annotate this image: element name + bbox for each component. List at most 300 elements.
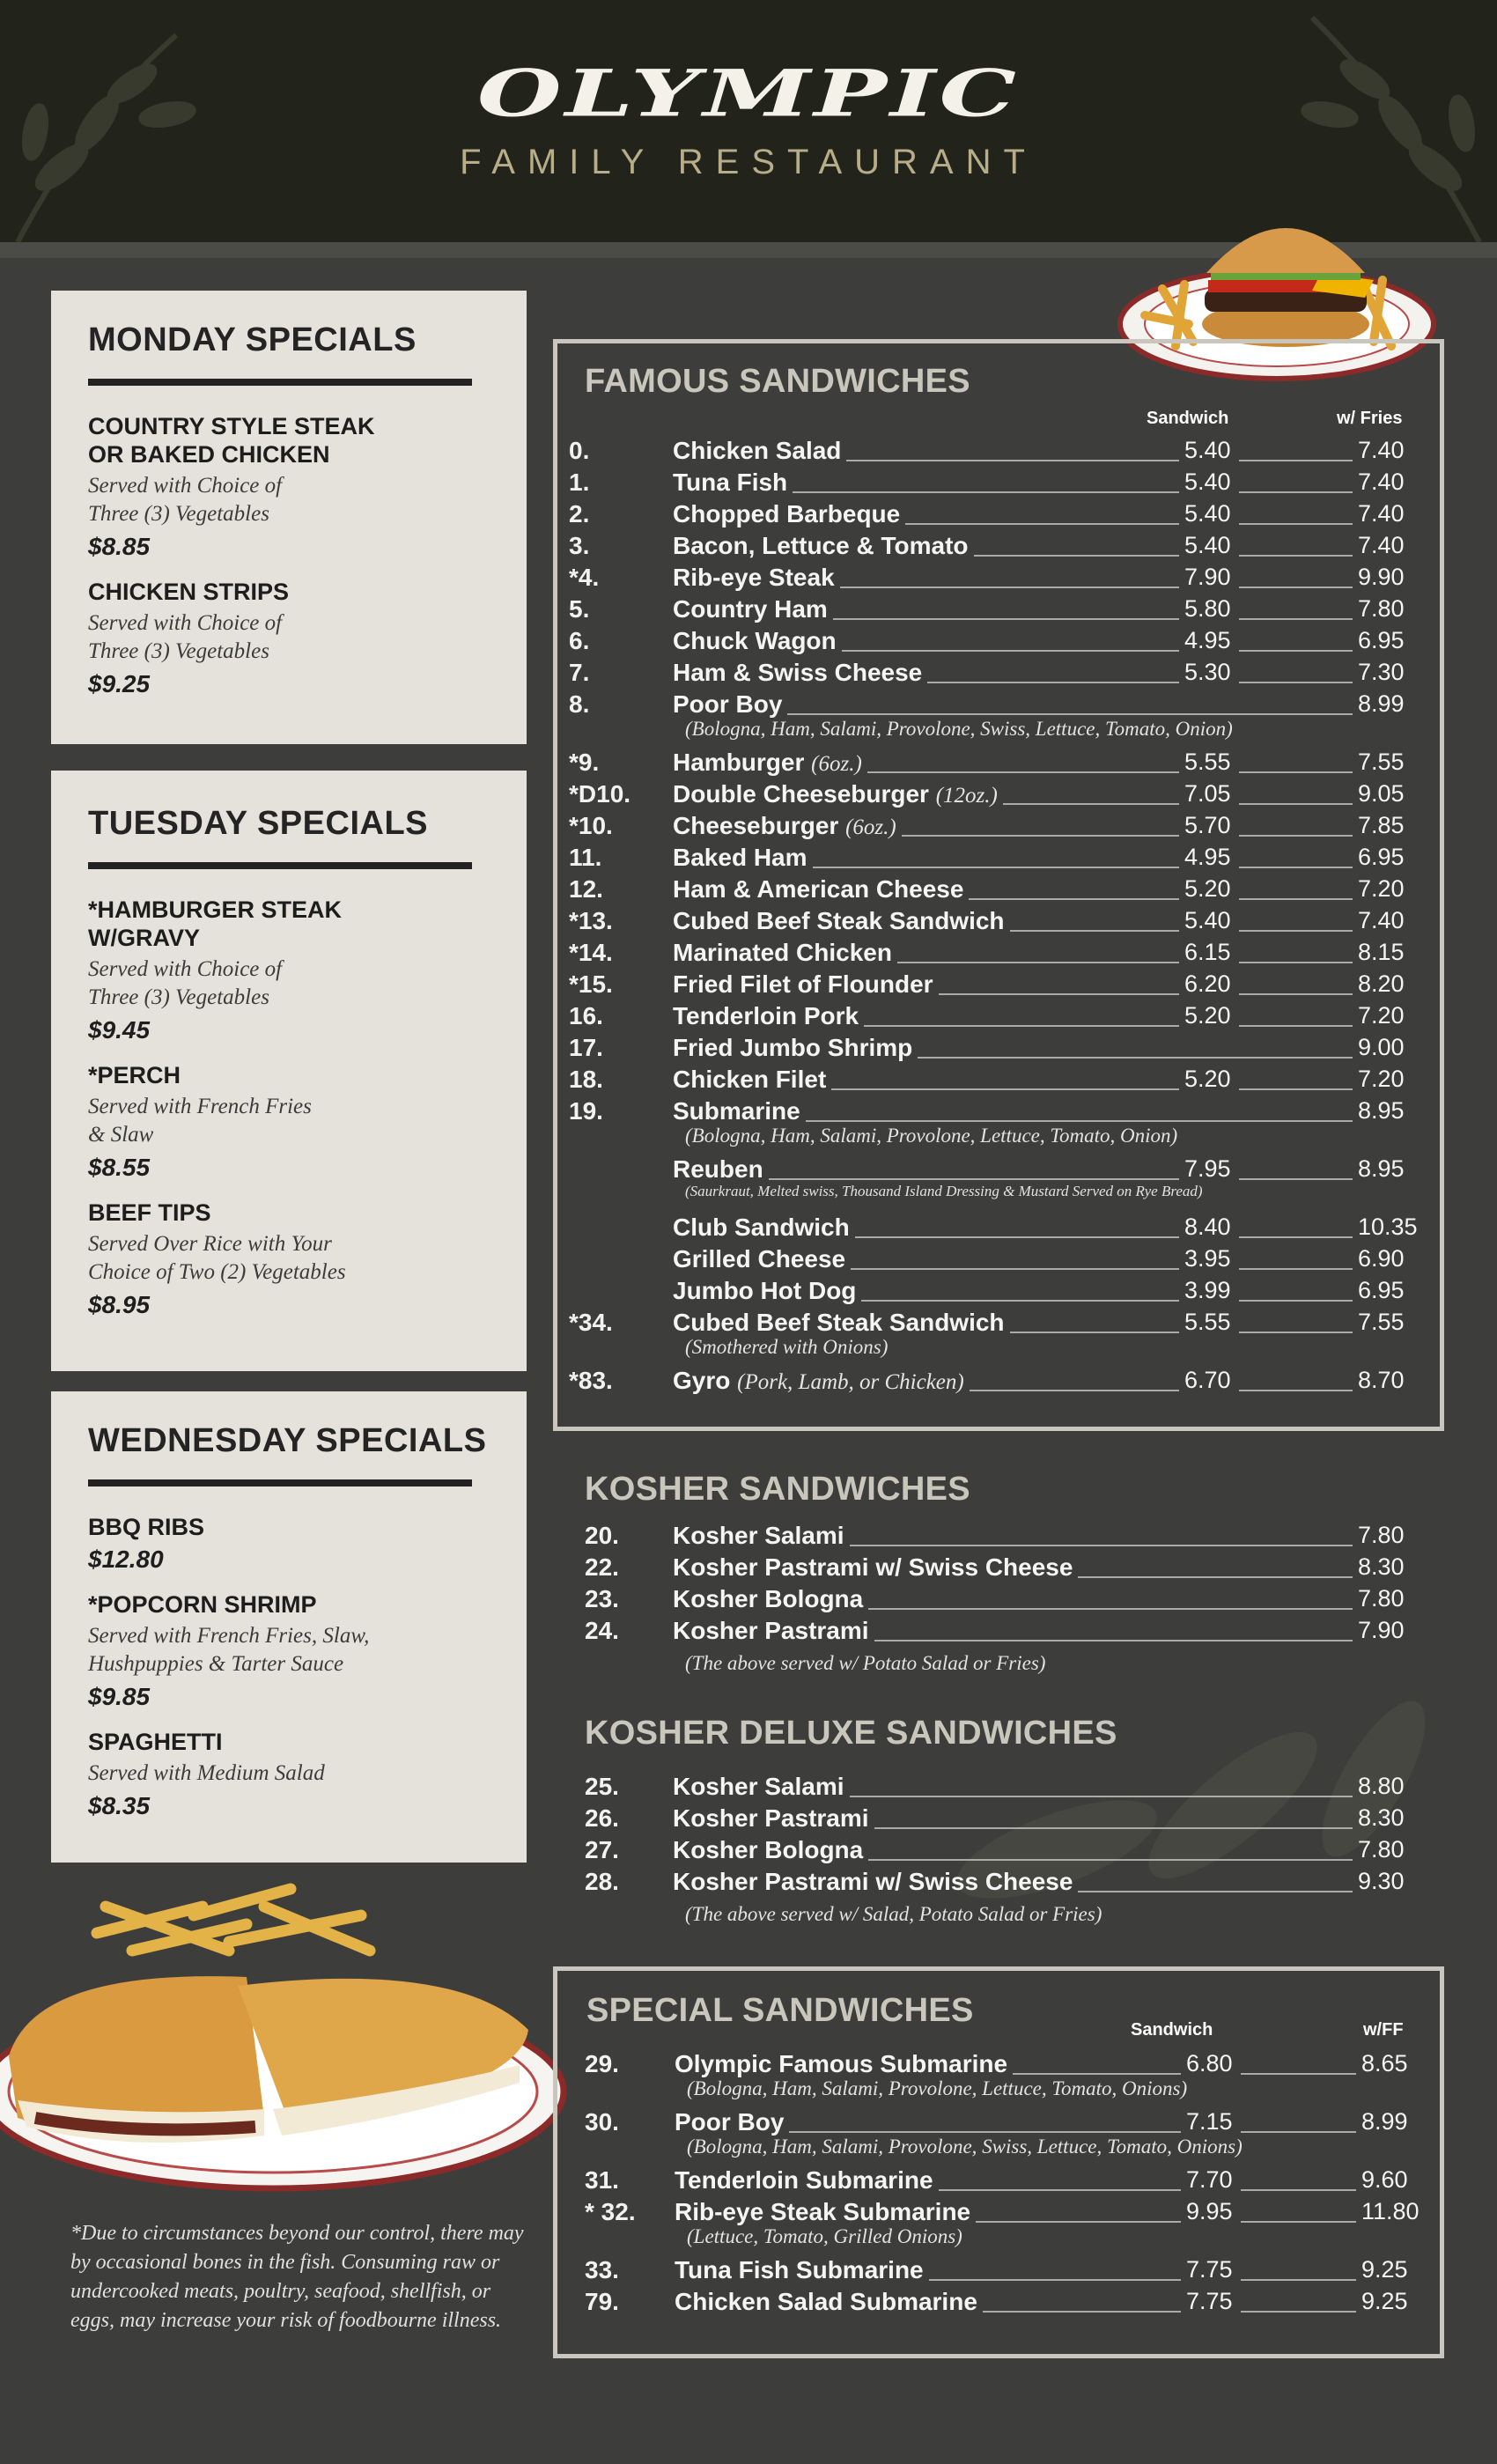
- item-name: [673, 1553, 1073, 1582]
- item-name: [675, 2050, 1007, 2078]
- with-ff-price: 11.80: [1361, 2198, 1420, 2224]
- dot-leader: [1239, 523, 1353, 525]
- menu-row: [0, 627, 1497, 659]
- item-name-text: Kosher Salami: [673, 1773, 844, 1800]
- dot-leader: [1241, 2189, 1356, 2191]
- item-number: 2.: [569, 500, 590, 527]
- item-ingredients-note: (Bologna, Ham, Salami, Provolone, Lettuce, Tomato, Onions): [687, 2077, 1188, 2099]
- dot-leader: [939, 2189, 1181, 2191]
- special-item-name: CHICKEN STRIPS: [88, 578, 290, 605]
- sandwich-column-header: Sandwich: [1147, 409, 1229, 428]
- item-name-text: Club Sandwich: [673, 1214, 850, 1241]
- menu-row: [0, 1522, 1497, 1553]
- item-name: [673, 595, 828, 623]
- item-number: *D10.: [569, 780, 631, 808]
- menu-row: [0, 1214, 1497, 1245]
- item-name: [673, 500, 900, 528]
- with-ff-column-header: w/FF: [1363, 2020, 1404, 2040]
- sandwich-price: 7.70: [1186, 2166, 1233, 2193]
- menu-row: [0, 1367, 1497, 1398]
- item-name: [673, 844, 807, 872]
- menu-row: [0, 780, 1497, 812]
- dot-leader: [974, 555, 1179, 557]
- sandwich-price: 6.80: [1186, 2050, 1233, 2077]
- item-number: 25.: [585, 1773, 619, 1800]
- item-name: [673, 1522, 844, 1550]
- item-name-text: Kosher Bologna: [673, 1836, 864, 1863]
- dot-leader: [1241, 2131, 1356, 2133]
- item-name: [673, 1773, 844, 1801]
- with-ff-price: 9.25: [1361, 2288, 1408, 2314]
- item-name: [673, 1002, 859, 1030]
- dot-leader: [1003, 803, 1179, 805]
- item-number: 27.: [585, 1836, 619, 1863]
- with-fries-price: 7.40: [1358, 532, 1405, 558]
- restaurant-logo: OLYMPIC: [476, 55, 1021, 131]
- menu-row: [0, 1245, 1497, 1277]
- item-size: (6oz.): [811, 752, 862, 776]
- item-name-text: Fried Jumbo Shrimp: [673, 1034, 913, 1061]
- dot-leader: [851, 1268, 1179, 1270]
- item-name-text: Tuna Fish: [673, 468, 788, 496]
- dot-leader: [929, 2279, 1181, 2281]
- item-name-text: Country Ham: [673, 595, 828, 623]
- item-name-text: Ham & American Cheese: [673, 875, 964, 903]
- price: 8.30: [1358, 1804, 1405, 1831]
- special-item-price: $8.55: [88, 1153, 151, 1181]
- dot-leader: [1241, 2221, 1356, 2223]
- menu-row: [0, 1585, 1497, 1617]
- menu-row: [0, 1553, 1497, 1585]
- with-fries-price: 9.05: [1358, 780, 1405, 807]
- with-fries-price: 7.55: [1358, 1309, 1405, 1335]
- item-number: 11.: [569, 844, 602, 871]
- sandwich-price: 5.55: [1184, 749, 1231, 775]
- item-name-text: Tenderloin Pork: [673, 1002, 859, 1029]
- item-name: [673, 970, 933, 999]
- dot-leader: [1078, 1576, 1353, 1578]
- dot-leader: [1241, 2073, 1356, 2075]
- dot-leader: [868, 1608, 1353, 1610]
- dot-leader: [868, 1859, 1353, 1861]
- famous-sandwiches-title: FAMOUS SANDWICHES: [585, 363, 970, 400]
- kosher-note: (The above served w/ Potato Salad or Fries): [685, 1652, 1046, 1674]
- special-item-description: Served with French Fries & Slaw: [88, 1094, 312, 1147]
- item-name-text: Marinated Chicken: [673, 939, 892, 966]
- item-number: 17.: [569, 1034, 603, 1061]
- item-ingredients-note: (Bologna, Ham, Salami, Provolone, Swiss, Lettuce, Tomato, Onion): [685, 718, 1233, 740]
- title-underline: [88, 379, 472, 386]
- menu-row: [0, 970, 1497, 1002]
- special-item-name: *POPCORN SHRIMP: [88, 1590, 317, 1618]
- sandwich-price: 4.95: [1184, 627, 1231, 653]
- sandwich-price: 5.20: [1184, 1002, 1231, 1029]
- with-fries-price: 7.20: [1358, 1066, 1405, 1092]
- dot-leader: [1239, 1088, 1353, 1090]
- item-number: 1.: [569, 468, 590, 496]
- menu-row: [0, 500, 1497, 532]
- with-fries-price: 7.20: [1358, 875, 1405, 902]
- menu-row: [0, 1773, 1497, 1804]
- item-name-text: Tenderloin Submarine: [675, 2166, 933, 2194]
- with-fries-price: 7.40: [1358, 907, 1405, 933]
- dot-leader: [905, 523, 1179, 525]
- sandwich-price: 5.80: [1184, 595, 1231, 622]
- dot-leader: [1078, 1891, 1353, 1892]
- sandwich-price: 5.55: [1184, 1309, 1231, 1335]
- item-name-text: Tuna Fish Submarine: [675, 2256, 924, 2283]
- with-fries-price: 7.55: [1358, 749, 1405, 775]
- sandwich-price: 5.40: [1184, 468, 1231, 495]
- item-number: *4.: [569, 564, 600, 591]
- with-fries-price: 7.40: [1358, 468, 1405, 495]
- dot-leader: [1239, 491, 1353, 493]
- special-sandwiches-title: SPECIAL SANDWICHES: [586, 1992, 974, 2029]
- item-name: [673, 1804, 869, 1833]
- item-name: [675, 2198, 970, 2226]
- dot-leader: [846, 460, 1179, 461]
- menu-row: [0, 1836, 1497, 1868]
- dot-leader: [1241, 2311, 1356, 2313]
- item-name: [673, 1585, 863, 1613]
- special-item-price: $9.25: [88, 669, 151, 697]
- dot-leader: [927, 682, 1179, 683]
- dot-leader: [1239, 1178, 1353, 1180]
- price: 7.80: [1358, 1522, 1405, 1548]
- sandwich-price: 9.95: [1186, 2198, 1233, 2224]
- item-number: *34.: [569, 1309, 613, 1336]
- item-number: 0.: [569, 437, 590, 464]
- item-name: [673, 1155, 763, 1184]
- item-name-text: Fried Filet of Flounder: [673, 970, 933, 998]
- sandwich-price: 6.15: [1184, 939, 1231, 965]
- price: 8.80: [1358, 1773, 1405, 1799]
- price: 9.30: [1358, 1868, 1405, 1894]
- item-number: 18.: [569, 1066, 603, 1093]
- item-name-text: Chopped Barbeque: [673, 500, 901, 527]
- item-number: * 32.: [585, 2198, 636, 2225]
- item-name: [673, 1214, 850, 1242]
- sandwich-price: 3.99: [1184, 1277, 1231, 1303]
- sandwich-price: 7.15: [1186, 2108, 1233, 2135]
- special-item-description: Served with Choice of Three (3) Vegetables: [88, 956, 283, 1009]
- sub-sandwich-plate-photo: [0, 1854, 581, 2206]
- item-name-text: Double Cheeseburger: [673, 780, 929, 808]
- food-safety-disclaimer: *Due to circumstances beyond our control, there may by occasional bones in the fish. Consuming raw or undercooked meats, poultry, seafood, shellfish, or eggs, may increase your risk of foodbourne illness.: [70, 2222, 524, 2332]
- menu-row: [0, 564, 1497, 595]
- menu-row: [0, 812, 1497, 844]
- item-name: [675, 2166, 933, 2195]
- item-number: 31.: [585, 2166, 619, 2194]
- item-number: 30.: [585, 2108, 619, 2136]
- item-name-text: Kosher Bologna: [673, 1585, 864, 1612]
- item-ingredients-note: (Bologna, Ham, Salami, Provolone, Lettuce, Tomato, Onion): [685, 1125, 1178, 1147]
- monday-specials-title: MONDAY SPECIALS: [88, 321, 417, 358]
- dot-leader: [874, 1827, 1353, 1829]
- item-name: [673, 564, 835, 592]
- sandwich-price: 5.40: [1184, 500, 1231, 527]
- dot-leader: [789, 2131, 1181, 2133]
- special-item-price: $12.80: [88, 1545, 164, 1573]
- menu-row: [0, 907, 1497, 939]
- dot-leader: [855, 1236, 1179, 1238]
- special-item-description: Served with Choice of Three (3) Vegetables: [88, 473, 283, 526]
- special-item-name: *PERCH: [88, 1061, 181, 1088]
- item-name-text: Gyro: [673, 1367, 731, 1394]
- with-fries-price: 8.15: [1358, 939, 1405, 965]
- dot-leader: [1239, 1332, 1353, 1333]
- item-number: 28.: [585, 1868, 619, 1895]
- menu-row: [0, 844, 1497, 875]
- sandwich-price: 6.20: [1184, 970, 1231, 997]
- item-name: [673, 1367, 964, 1395]
- dot-leader: [806, 1120, 1353, 1122]
- dot-leader: [1239, 962, 1353, 963]
- dot-leader: [1239, 930, 1353, 932]
- dot-leader: [1239, 618, 1353, 620]
- dot-leader: [840, 586, 1179, 588]
- menu-row: [0, 875, 1497, 907]
- dot-leader: [1239, 1390, 1353, 1391]
- dot-leader: [813, 867, 1179, 868]
- special-item-name: *HAMBURGER STEAK W/GRAVY: [88, 896, 343, 951]
- special-item-price: $8.85: [88, 532, 151, 560]
- menu-row: [0, 437, 1497, 468]
- special-item-description: Served Over Rice with Your Choice of Two (2) Vegetables: [88, 1231, 346, 1284]
- item-number: *83.: [569, 1367, 613, 1394]
- dot-leader: [983, 2311, 1181, 2313]
- item-name: [673, 1309, 1005, 1337]
- with-ff-price: 9.60: [1361, 2166, 1408, 2193]
- kosher-deluxe-title: KOSHER DELUXE SANDWICHES: [585, 1715, 1117, 1752]
- menu-row: [0, 1277, 1497, 1309]
- item-name: [675, 2108, 784, 2136]
- dot-leader: [793, 491, 1179, 493]
- item-name: [673, 1097, 800, 1125]
- item-number: *9.: [569, 749, 600, 776]
- item-name: [673, 1836, 863, 1864]
- item-name-text: Poor Boy: [673, 690, 783, 718]
- item-name-text: Rib-eye Steak: [673, 564, 835, 591]
- item-name-text: Olympic Famous Submarine: [675, 2050, 1008, 2077]
- dot-leader: [1239, 1300, 1353, 1302]
- sandwich-price: 7.95: [1184, 1155, 1231, 1182]
- item-number: 8.: [569, 690, 590, 718]
- item-number: 22.: [585, 1553, 619, 1581]
- dot-leader: [1013, 2073, 1181, 2075]
- item-number: 24.: [585, 1617, 619, 1644]
- dot-leader: [1239, 1268, 1353, 1270]
- dot-leader: [833, 618, 1179, 620]
- sandwich-price: 5.70: [1184, 812, 1231, 838]
- item-name: [673, 1868, 1073, 1896]
- item-ingredients-note: (Bologna, Ham, Salami, Provolone, Swiss, Lettuce, Tomato, Onions): [687, 2136, 1243, 2158]
- item-ingredients-note: (Lettuce, Tomato, Grilled Onions): [687, 2225, 962, 2247]
- item-name: [673, 939, 892, 967]
- item-name-text: Kosher Pastrami w/ Swiss Cheese: [673, 1868, 1073, 1895]
- with-fries-price: 8.95: [1358, 1097, 1405, 1124]
- dot-leader: [1239, 682, 1353, 683]
- item-name: [673, 749, 862, 777]
- sandwich-price: 3.95: [1184, 1245, 1231, 1272]
- item-name-text: Bacon, Lettuce & Tomato: [673, 532, 969, 559]
- sandwich-price: 4.95: [1184, 844, 1231, 870]
- item-ingredients-note: (Saurkraut, Melted swiss, Thousand Island Dressing & Mustard Served on Rye Bread): [685, 1183, 1203, 1199]
- item-name: [675, 2256, 924, 2284]
- dot-leader: [850, 1796, 1353, 1797]
- special-item-price: $8.95: [88, 1290, 151, 1318]
- item-name-text: Submarine: [673, 1097, 800, 1125]
- with-fries-price: 7.30: [1358, 659, 1405, 685]
- item-number: 26.: [585, 1804, 619, 1832]
- dot-leader: [1241, 2279, 1356, 2281]
- dot-leader: [1239, 650, 1353, 652]
- with-ff-price: 8.99: [1361, 2108, 1408, 2135]
- dot-leader: [1239, 898, 1353, 900]
- dot-leader: [1010, 1332, 1179, 1333]
- item-number: 6.: [569, 627, 590, 654]
- sandwich-column-header: Sandwich: [1131, 2020, 1213, 2040]
- with-fries-price: 6.95: [1358, 627, 1405, 653]
- item-number: *14.: [569, 939, 613, 966]
- item-number: 19.: [569, 1097, 603, 1125]
- dot-leader: [842, 650, 1179, 652]
- item-name: [673, 1617, 869, 1645]
- item-name: [673, 907, 1005, 935]
- dot-leader: [976, 2221, 1181, 2223]
- item-name-text: Chuck Wagon: [673, 627, 837, 654]
- special-item-description: Served with Medium Salad: [88, 1760, 325, 1785]
- dot-leader: [1239, 993, 1353, 995]
- item-name-text: Rib-eye Steak Submarine: [675, 2198, 971, 2225]
- dot-leader: [850, 1545, 1353, 1546]
- dot-leader: [897, 962, 1179, 963]
- with-fries-price: 6.95: [1358, 844, 1405, 870]
- item-name-text: Chicken Salad Submarine: [675, 2288, 977, 2315]
- with-fries-price: 6.95: [1358, 1277, 1405, 1303]
- with-ff-price: 8.65: [1361, 2050, 1408, 2077]
- tuesday-specials-title: TUESDAY SPECIALS: [88, 805, 428, 842]
- sandwich-price: 7.75: [1186, 2256, 1233, 2283]
- dot-leader: [970, 1390, 1179, 1391]
- with-fries-price: 9.00: [1358, 1034, 1405, 1060]
- with-fries-price: 8.20: [1358, 970, 1405, 997]
- item-name-text: Poor Boy: [675, 2108, 785, 2136]
- item-number: 20.: [585, 1522, 619, 1549]
- price: 7.80: [1358, 1836, 1405, 1863]
- item-name-text: Hamburger: [673, 749, 805, 776]
- special-item-name: BBQ RIBS: [88, 1513, 205, 1540]
- menu-row: [0, 1617, 1497, 1649]
- item-number: 12.: [569, 875, 603, 903]
- title-underline: [88, 1479, 472, 1487]
- sandwich-price: 5.40: [1184, 907, 1231, 933]
- dot-leader: [1010, 930, 1179, 932]
- item-number: 16.: [569, 1002, 603, 1029]
- dot-leader: [867, 771, 1179, 773]
- menu-row: [0, 468, 1497, 500]
- item-name: [673, 690, 782, 719]
- item-name-text: Kosher Pastrami w/ Swiss Cheese: [673, 1553, 1073, 1581]
- item-name: [673, 532, 969, 560]
- dot-leader: [939, 993, 1179, 995]
- dot-leader: [1239, 1236, 1353, 1238]
- menu-row: [0, 1002, 1497, 1034]
- item-name: [673, 1034, 912, 1062]
- kosher-deluxe-note: (The above served w/ Salad, Potato Salad or Fries): [685, 1903, 1102, 1925]
- item-name-text: Chicken Filet: [673, 1066, 827, 1093]
- menu-row: [0, 939, 1497, 970]
- menu-row: [0, 595, 1497, 627]
- with-fries-price: 8.70: [1358, 1367, 1405, 1393]
- menu-row: [0, 1066, 1497, 1097]
- item-size: (6oz.): [845, 815, 896, 839]
- menu-row: [0, 2166, 1497, 2198]
- sandwich-price: 5.40: [1184, 437, 1231, 463]
- item-number: 79.: [585, 2288, 619, 2315]
- dot-leader: [831, 1088, 1179, 1090]
- with-fries-price: 7.80: [1358, 595, 1405, 622]
- dot-leader: [969, 898, 1179, 900]
- with-fries-column-header: w/ Fries: [1337, 409, 1403, 428]
- item-number: *13.: [569, 907, 613, 934]
- item-name-text: Kosher Pastrami: [673, 1617, 869, 1644]
- dot-leader: [1239, 867, 1353, 868]
- sandwich-price: 7.90: [1184, 564, 1231, 590]
- special-item-name: SPAGHETTI: [88, 1728, 223, 1755]
- dot-leader: [787, 713, 1353, 715]
- special-item-description: Served with Choice of Three (3) Vegetables: [88, 610, 283, 663]
- with-fries-price: 9.90: [1358, 564, 1405, 590]
- item-name: [673, 812, 896, 840]
- sandwich-price: 5.30: [1184, 659, 1231, 685]
- item-name-text: Cubed Beef Steak Sandwich: [673, 1309, 1005, 1336]
- menu-row: [0, 1034, 1497, 1066]
- dot-leader: [1239, 771, 1353, 773]
- item-name: [673, 1245, 845, 1273]
- dot-leader: [1239, 1025, 1353, 1027]
- item-number: 3.: [569, 532, 590, 559]
- item-name: [673, 1277, 856, 1305]
- price: 7.90: [1358, 1617, 1405, 1643]
- item-number: 33.: [585, 2256, 619, 2283]
- menu-row: [0, 1804, 1497, 1836]
- item-size: (12oz.): [935, 784, 998, 808]
- with-fries-price: 7.85: [1358, 812, 1405, 838]
- sandwich-price: 8.40: [1184, 1214, 1231, 1240]
- dot-leader: [864, 1025, 1179, 1027]
- sandwich-price: 5.40: [1184, 532, 1231, 558]
- item-name-text: Kosher Pastrami: [673, 1804, 869, 1832]
- special-item-price: $8.35: [88, 1791, 151, 1819]
- sandwich-price: 7.05: [1184, 780, 1231, 807]
- dot-leader: [861, 1300, 1179, 1302]
- item-number: 5.: [569, 595, 590, 623]
- item-name: [673, 875, 963, 904]
- sandwich-price: 5.20: [1184, 1066, 1231, 1092]
- dot-leader: [1239, 586, 1353, 588]
- kosher-sandwiches-title: KOSHER SANDWICHES: [585, 1471, 970, 1508]
- price: 8.30: [1358, 1553, 1405, 1580]
- item-name-text: Chicken Salad: [673, 437, 842, 464]
- with-fries-price: 8.95: [1358, 1155, 1405, 1182]
- special-item-price: $9.45: [88, 1015, 151, 1044]
- item-size: (Pork, Lamb, or Chicken): [737, 1370, 964, 1394]
- item-name: [673, 468, 787, 497]
- item-name: [673, 437, 841, 465]
- item-number: 23.: [585, 1585, 619, 1612]
- item-name: [675, 2288, 977, 2316]
